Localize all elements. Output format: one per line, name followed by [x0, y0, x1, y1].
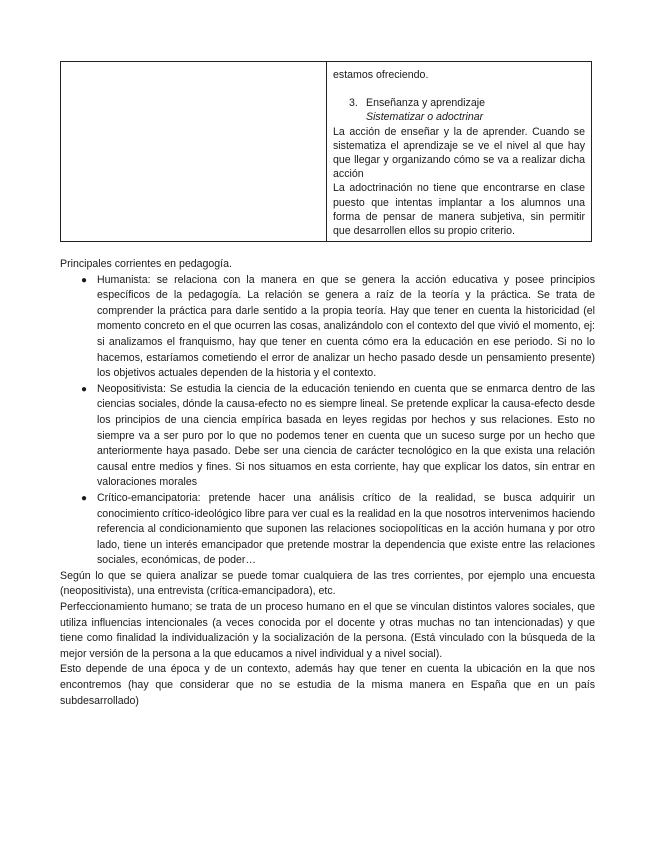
table-paragraph-1: La acción de enseñar y la de aprender. Cuando se sistematiza el aprendizaje se ve el nivel al que hay que llegar y organizando cómo se va a realizar dicha acción — [333, 125, 585, 181]
table-paragraph-2: La adoctrinación no tiene que encontrarse en clase puesto que intentas implantar a los alumnos una forma de pensar de manera subjetiva, sin permitir que desarrollen ellos su propio criterio. — [333, 182, 585, 238]
item-subtitle: Sistematizar o adoctrinar — [366, 111, 484, 124]
paragraph: Según lo que se quiera analizar se puede tomar cualquiera de las tres corrientes, por ejemplo una encuesta (neopositivista), una entrevista (crítica-emancipadora), etc. — [60, 569, 595, 598]
list-item — [60, 273, 595, 382]
content-table — [60, 61, 592, 242]
bullet-list — [60, 273, 595, 569]
section-heading: Principales corrientes en pedagogía. — [60, 258, 232, 270]
table-gap — [333, 82, 585, 96]
list-item-text: Neopositivista: Se estudia la ciencia de la educación teniendo en cuenta que se enmarca dentro de las ciencias sociales, dónde la causa-efecto no es siempre lineal. Se pretende explicar la causa-efecto desde los principios de una ciencia empírica basada en leyes regidas por hechos y sus relaciones. Esto no siempre va a ser puro por lo que no podemos tener en cuenta que un suceso surge por un hecho que anteriormente haya pasado. Debe ser una ciencia de carácter tecnológico en la que exista una relación causal entre medios y fines. Si nos situamos en esta corriente, hay que explicar los datos, sin entrar en valoraciones morales — [97, 382, 595, 489]
table-numbered-item — [333, 96, 585, 110]
paragraph: Perfeccionamiento humano; se trata de un proceso humano en el que se vinculan distintos valores sociales, que utiliza influencias intencionales (a veces conocida por el docente y otras muchas no tan intencionadas) y que tiene como finalidad la individualización y la socialización de la persona. (Está vinculado con la búsqueda de la mejor versión de la persona a la que educamos a nivel individual y a nivel social). — [60, 601, 595, 660]
bullet-icon: ● — [81, 383, 88, 395]
table-intro-line: estamos ofreciendo. — [333, 69, 429, 81]
list-item — [60, 382, 595, 491]
bullet-icon: ● — [81, 274, 88, 286]
body-text — [60, 257, 595, 709]
table-left-cell — [61, 62, 327, 241]
list-item-text: Humanista: se relaciona con la manera en que se genera la acción educativa y posee principios específicos de la pedagogía. La relación se genera a raíz de la teoría y la práctica. Se trata de comprender la práctica para darle sentido a la propia teoría. Hay que tener en cuenta la historicidad (el momento concreto en el que ocurren las cosas, analizándolo con el contexto del que vivió el momento, ej: si analizamos el franquismo, hay que tener en cuenta cómo era la educación en ese periodo. Si no lo hacemos, estaríamos cometiendo el error de analizar un hecho pasado desde un pensamiento presente) los objetivos actuales dependen de la historia y el contexto. — [97, 273, 595, 380]
list-item-text: Crítico-emancipatoria: pretende hacer una análisis crítico de la realidad, se busca adquirir un conocimiento crítico-ideológico libre para ver cual es la realidad en la que nosotros intervenimos haciendo referencia al condicionamiento que suponen las relaciones sociopolíticas en la acción humana y por otro lado, tiene un interés emancipador que pretende mostrar la dependencia que existe entre las relaciones sociales, económicas, de poder… — [97, 491, 595, 567]
item-title: Enseñanza y aprendizaje — [366, 97, 485, 110]
bullet-icon: ● — [81, 492, 88, 504]
paragraph: Esto depende de una época y de un contexto, además hay que tener en cuenta la ubicación en la que nos encontremos (hay que considerar que no se estudia de la misma manera en España que en un país subdesarrollado) — [60, 663, 595, 707]
item-number: 3. — [349, 97, 358, 110]
table-right-cell — [327, 62, 591, 241]
list-item — [60, 491, 595, 569]
